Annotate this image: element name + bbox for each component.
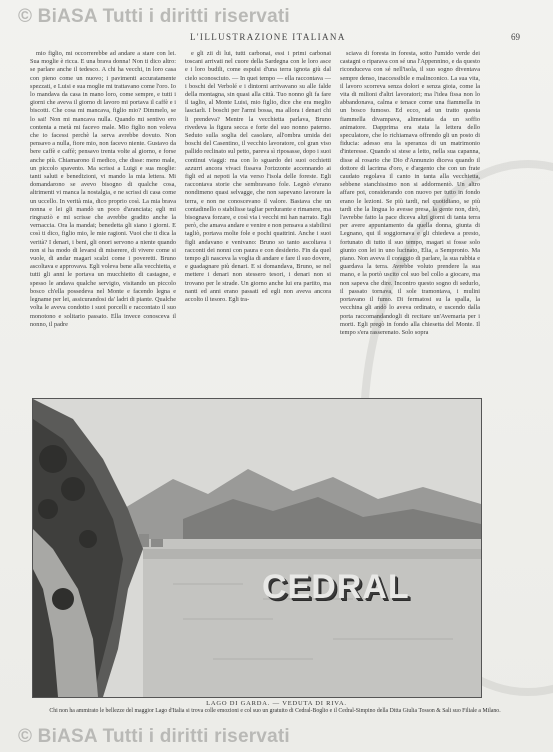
text-column-3	[340, 50, 480, 386]
advertisement-caption: Chi non ha ammirato le bellezze del maggior Lago d'Italia si trova colle emozioni e col suo un gratuito di Cedral-Boglio e il Cedral-Simpino della Ditta Giulia Tosson & Sali suo Filiale a Milano.	[49, 708, 501, 714]
magazine-title: L'ILLUSTRAZIONE ITALIANA	[190, 32, 346, 42]
illustration-caption: LAGO DI GARDA. — VEDUTA DI RIVA.	[206, 700, 347, 707]
page-header	[30, 32, 520, 48]
column-3-text: sciava di foresta in foresta, sotto l'umido verde dei castagni o riparava con sé una l'Appennino, e da questo riconduceva con sé nell'isola, il suo sogno diventava sempre denso, inaccessibile e malinconico. La sua vita, il lavoro scorreva senza dolori e senza gioia, come la vita di milioni d'altri lavoratori; ma l'idea fissa non lo abbandonava, calma e tenace come una fiammella in un bosco fumoso. Ed ecco, ad un tratto questa fiammella divampava, alimentata da un soffio animatore. Dapprima era stata la lettera dello speculatore, che lo richiamava offrendo gli un posto di fiducia: adesso era la speranza di un matrimonio d'interesse. Quando si stese a letto, nella sua capanna, disse al rosario che Dio d'Annunzio diceva quando il dottore di lacrima d'oro, e d'argento che con un frate caudato regolava il canto in tanta alla vecchietta, sebbene stanchissimo non si addormentò. Un altro affare poi, considerando con nuovo per tutto in fondo erano le lezioni. Se più tardi, nel quotidiano, se più tardi che la lingua lo avesse presa, la gente non, dirò, l'avrebbe fatto la pace diceva altri giorni di tanta terra per avere appuntamento da quella donna, giunta di Legnano, qui il soggiornava e gli chiedeva a presto, fortunato di tutto il suo tempo, magari si fosse solo giunto con lei in uno lucinato, Elia, a Sempronio. Ma piano. Non aveva il coraggio di parlare, la sua rabbia e guardava la terra. Avrebbe voluto prendere la sua mano, e la portò uscito col suo bel collo a giocare, ma non sapeva che dire. Incontro questo sogno di sedurlo, il passato tornava, il sole tramontava, i mulini portavano il fumo. Di fermatosi su la spalla, la vecchina gli andò lo aveva ordinato, e uscendo dalla porta raccomandandogli di recitare un'Avemaria per i morti. Egli pregò in fondo alla chiesetta del Monte. Il tempo s'era rasserenato. Solo sopra	[340, 50, 480, 336]
watermark-bottom: © BiASA Tutti i diritti riservati	[18, 726, 290, 747]
lake-illustration	[32, 398, 482, 698]
text-column-1	[30, 50, 176, 386]
watermark-top: © BiASA Tutti i diritti riservati	[18, 6, 290, 27]
column-1-text: mio figlio, mi occorrerebbe ad andare a stare con lei. Sua moglie è ricca. E una brava donna! Non ti dico altro: se parlare anche il tedesco. A chi ha vecchi, in loro casa con pieno come un nuovo; i pavimenti accuratamente spezzati, e Luisi e sua moglie mi trattavano come l'oro. Io lo mandava da casa in mano loro, come sempre, e tutti i giorni che aveva il giorno di lavoro mi portava il caffè e i biscotti. Che cosa mi mancava, figlio mio? Dimmelo, se lo sai! Non mi mancava nulla. Quando mi sentivo ero contenta a metà mi facevo male. Mio figlio non voleva che io facessi perchè la serva avrebbe dovuto. Non pensavo a nulla, fiore mio, non facevo niente. Gustavo da bere caffè e caffè; pensavo trenta volte al giorno, e forse anche più. Chiamarono il medico, che disse: meno male, un piccolo spavento. Ma scrissi a Luigi e sua moglie: tanti saluti e benedizioni, vi mando la mia lettera. Mi domandarono se avevo bisogno di qualche cosa, altrimenti vi manca la nostalgia, e ne scrissi di casa come un uccello. In verità mia, dico proprio così. La mia brava nonna e lei gli mandò un poco d'aranciata; egli mi ringraziò e mi scrisse che avrebbe gradito anche la vernaccia. Ora la mandai; benedetta gli siano i giorni. E così ti dico, figlio mio, le mie ragioni. Vuoi che ti dica la verità? I denari, i beni, gli onori servono a niente quando non si ha modo di levarsi di miserere, di vivere come si vuole, di andar magari scalzi come i poveretti. Bruno ascoltava e approvava. Egli voleva bene alla vecchietta, e tutti gli anni le portava un mucchietto di castagne, e spesso le andava qualche servigio, visitando un piccolo bosco ch'ella possedeva nel Monte e facendo legna e legname per lei, assicurandosi da' ladri di piante. Qualche volta le aveva condotto i suoi porcelli e raccontato il suo monotono e solitario passato. Ella invece conosceva il nonno, il padre	[30, 50, 176, 328]
page-number: 69	[511, 32, 520, 42]
lake-landscape-image	[33, 399, 481, 697]
column-2-text: e gli zii di lui, tutti carbonai, essi i primi carbonai toscani arrivati nel cuore della Sardegna con le loro asce e i loro budili, come espulsi d'una terra ignota giù dal cielo sconosciuto. — In quei tempo — ella raccontava — i boschi del Verbolé e i dintorni arrivavano su alle falde della montagna, sin quasi alla città. Tuo nonno gli fa fare il taglio, al Monte Luisi, mio figlio, dice che era meglio lasciarli. I boschi per l'armi bossa, ma allora i denari chi li prendeva? Mentre la vecchietta parlava, Bruno rivedeva la figura secca e forte del suo nonno paterno. Seduto sulla soglia del casolare, all'ombra umida dei boschi del Casentino, il vecchio lavoratore, col gran viso pallido reclinato sul petto, pareva sì riposasse, dopo i suoi continui viaggi: ma con lo sguardo dei suoi occhietti azzurri ancora vivaci fissava l'orizzonte accennando ai figli ed ai nepoti la via verso l'isola delle foreste. Egli raccontava storie che sembravano fole. Legnò e'erano nondimeno quasi selvagge, che non sapevano lavorare la terra, e non ne conoscevano il valore. Bastava che un contadinello o stabilisse tagliar perdurante e rimanere, ma bisognava forzare, e così via i vecchi mi han narrato. Egli però, che amava andare e venire e non pensava a stabilirsi tagliò, portava molte fole e pochi quattrini. Anche i suoi figli andavano e venivano: Bruno so tanto ascoltava i racconti dei nonni con paura e con desiderio. Fin da quel tempo gli nasceva la voglia di andare e fare il suo dovere, e guadagnare più denari. E si domandava, Bruno, se nel mettere i denari non stessero tesori, i denari non si trovano per le strade. Un giorno anche lui era partito, ma nanti ed anni erano passati ed egli non aveva ancora accolto il tesoro. Egli tra-	[185, 50, 331, 304]
text-column-2	[185, 50, 331, 386]
cedral-brand-lettering: CEDRAL	[262, 568, 410, 606]
